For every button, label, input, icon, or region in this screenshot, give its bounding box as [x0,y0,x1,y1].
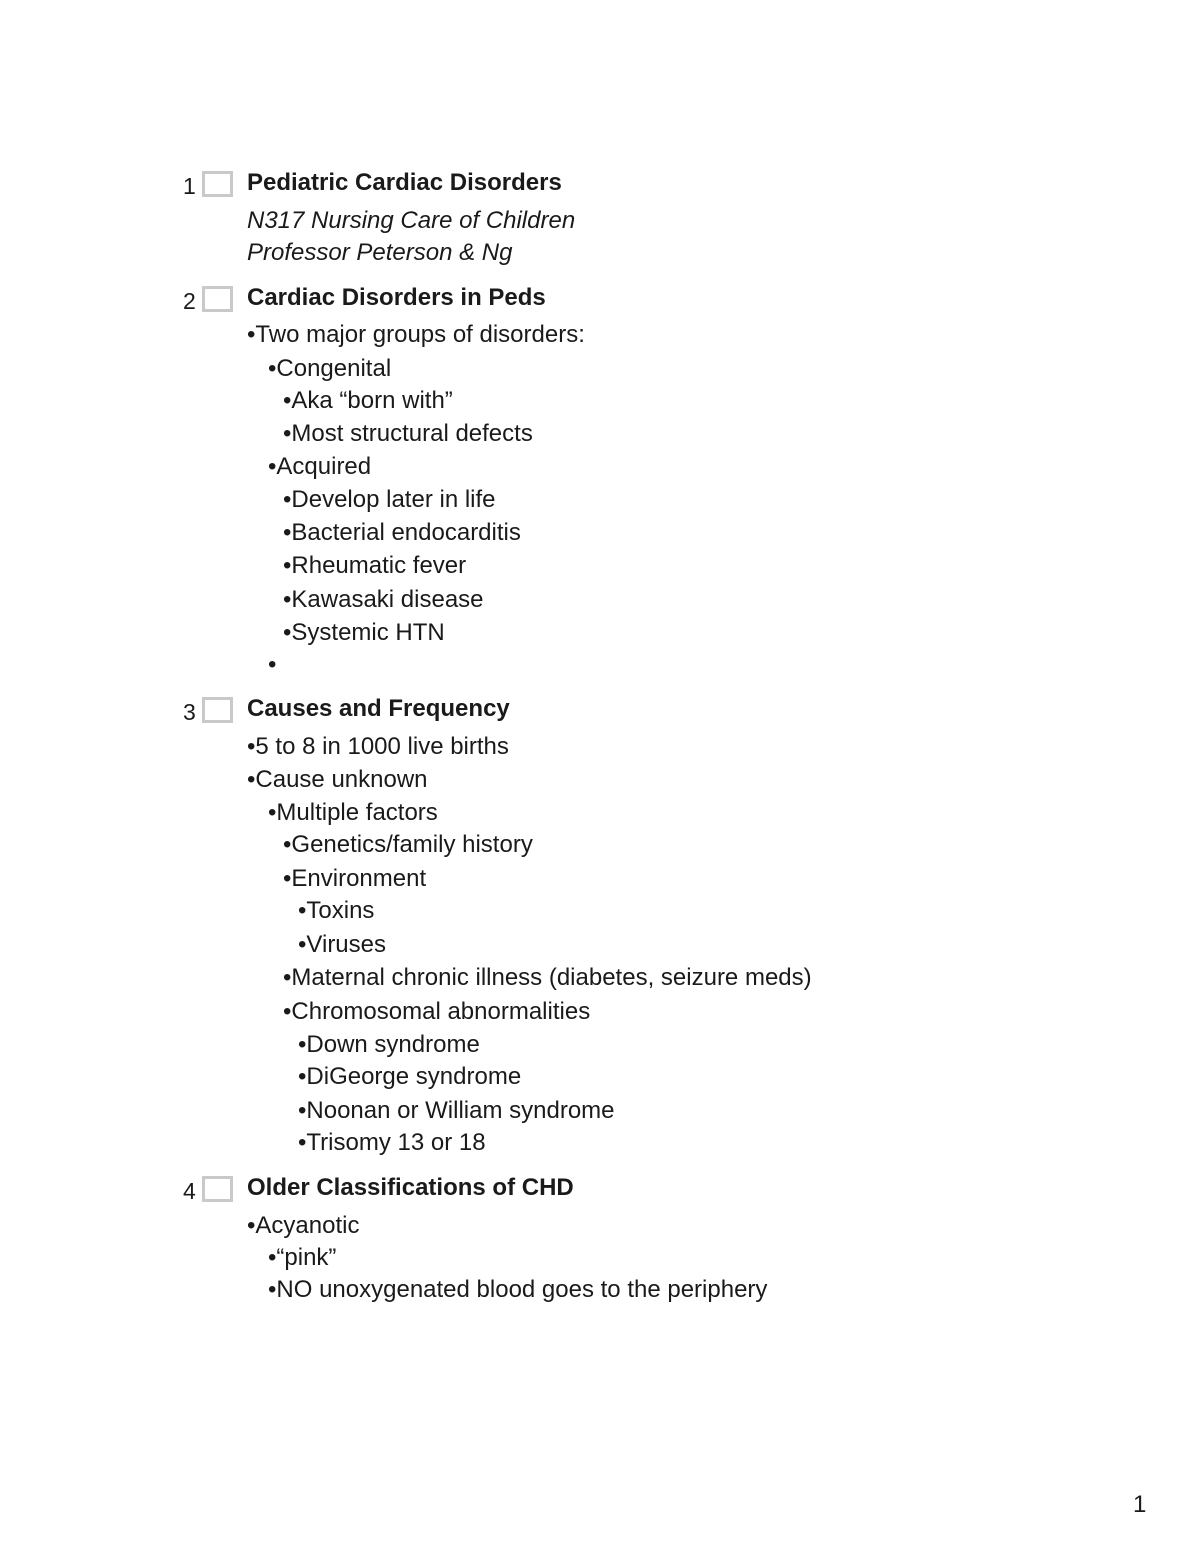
bullet-item [283,485,496,515]
slide-number: 1 [183,173,196,199]
bullet-text: Cause unknown [255,766,428,793]
bullet-item [247,320,585,350]
bullet-item [283,618,445,648]
bullet-dot: • [298,897,307,924]
slide-thumbnail [202,171,233,197]
bullet-text: Most structural defects [291,420,533,447]
bullet-item [268,650,276,680]
bullet-text: Environment [291,865,427,892]
bullet-item [268,354,391,384]
bullet-text: Rheumatic fever [291,552,467,579]
bullet-dot: • [283,552,292,579]
bullet-dot: • [247,766,256,793]
bullet-item [298,1128,486,1158]
bullet-text: Genetics/family history [291,831,533,858]
bullet-item [298,1096,615,1126]
slide-title: Causes and Frequency [247,695,510,722]
bullet-dot: • [283,387,292,414]
bullet-text: Two major groups of disorders: [255,321,585,348]
slide-title: Older Classifications of CHD [247,1174,574,1201]
bullet-text: Aka “born with” [291,387,453,414]
bullet-text: Systemic HTN [291,619,445,646]
bullet-dot: • [283,619,292,646]
bullet-dot: • [283,831,292,858]
bullet-item [283,830,533,860]
bullet-text: 5 to 8 in 1000 live births [255,733,509,760]
bullet-dot: • [247,1212,256,1239]
bullet-dot: • [268,355,277,382]
bullet-dot: • [283,519,292,546]
bullet-dot: • [283,420,292,447]
bullet-item [268,798,438,828]
bullet-dot: • [247,733,256,760]
bullet-text: Viruses [306,931,386,958]
slide-number: 2 [183,288,196,314]
slide-subtitle-line: N317 Nursing Care of Children [247,207,576,234]
bullet-item [268,1275,767,1305]
slide-number: 4 [183,1178,196,1204]
slide-thumbnail [202,286,233,312]
bullet-dot: • [298,1063,307,1090]
bullet-text: Maternal chronic illness (diabetes, seizure meds) [291,964,812,991]
bullet-dot: • [268,1244,277,1271]
bullet-text: Trisomy 13 or 18 [306,1129,486,1156]
bullet-text: Acyanotic [255,1212,360,1239]
bullet-item [283,386,453,416]
bullet-text: “pink” [276,1244,337,1271]
bullet-text: DiGeorge syndrome [306,1063,522,1090]
bullet-item [298,896,374,926]
bullet-dot: • [283,486,292,513]
bullet-item [247,1211,359,1241]
bullet-item [283,518,521,548]
bullet-item [268,1243,336,1273]
bullet-text: Develop later in life [291,486,496,513]
bullet-item [283,997,590,1027]
bullet-text: Toxins [306,897,375,924]
bullet-text: NO unoxygenated blood goes to the periphery [276,1276,768,1303]
bullet-text: Multiple factors [276,799,438,826]
bullet-dot: • [247,321,256,348]
slide-title: Cardiac Disorders in Peds [247,284,546,311]
bullet-item [247,732,509,762]
bullet-dot: • [283,964,292,991]
bullet-dot: • [298,1097,307,1124]
bullet-text: Down syndrome [306,1031,480,1058]
slide-number: 3 [183,699,196,725]
bullet-dot: • [298,1031,307,1058]
bullet-item [298,930,386,960]
bullet-text: Acquired [276,453,372,480]
bullet-text: Noonan or William syndrome [306,1097,615,1124]
bullet-dot: • [283,586,292,613]
page-number: 1 [1133,1491,1147,1518]
bullet-item [283,963,812,993]
bullet-text: Bacterial endocarditis [291,519,521,546]
bullet-text: Congenital [276,355,392,382]
bullet-dot: • [268,453,277,480]
bullet-item [298,1030,480,1060]
bullet-dot: • [298,931,307,958]
bullet-dot: • [298,1129,307,1156]
bullet-item [283,864,426,894]
bullet-dot: • [283,998,292,1025]
slide-thumbnail [202,1176,233,1202]
slide-thumbnail [202,697,233,723]
bullet-text: Kawasaki disease [291,586,484,613]
bullet-item [247,765,428,795]
bullet-dot: • [268,651,277,678]
bullet-item [283,419,533,449]
bullet-text: Chromosomal abnormalities [291,998,591,1025]
bullet-item [283,551,466,581]
bullet-item [283,585,484,615]
bullet-item [298,1062,521,1092]
bullet-dot: • [268,799,277,826]
bullet-item [268,452,371,482]
slide-title: Pediatric Cardiac Disorders [247,169,562,196]
bullet-dot: • [283,865,292,892]
slide-subtitle-line: Professor Peterson & Ng [247,239,513,266]
bullet-dot: • [268,1276,277,1303]
